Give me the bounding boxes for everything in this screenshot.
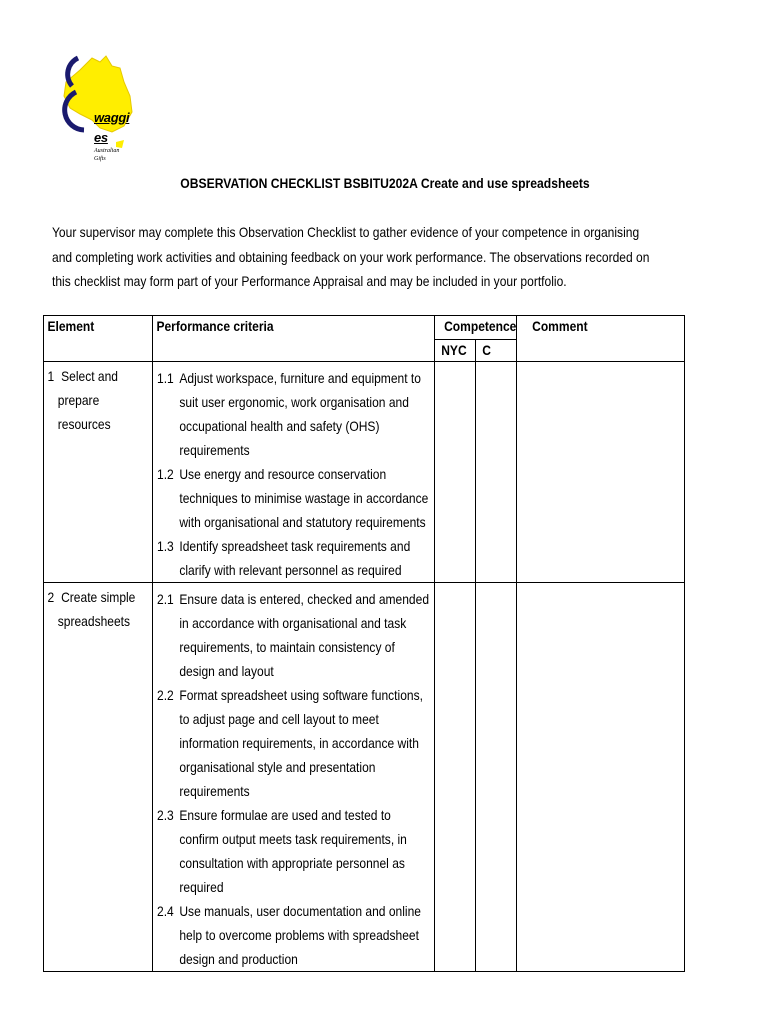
table-row — [44, 362, 685, 583]
criterion-item: 2.4 Use manuals, user documentation and online help to overcome problems with spreadsheet design and production — [157, 903, 421, 967]
criteria-cell — [153, 583, 435, 972]
element-cell: 1 Select and prepare resources — [44, 362, 153, 583]
criteria-cell — [153, 362, 435, 583]
criterion-item: 1.1 Adjust workspace, furniture and equipment to suit user ergonomic, work organisation and occupational health and safety (OHS) requirements — [157, 370, 421, 458]
c-checkbox-cell[interactable] — [476, 362, 517, 583]
criterion-item: 1.3 Identify spreadsheet task requirements and clarify with relevant personnel as required — [157, 538, 411, 578]
header-c: C — [476, 340, 517, 362]
c-checkbox-cell[interactable] — [476, 583, 517, 972]
comment-cell[interactable] — [517, 583, 685, 972]
criterion-item: 2.3 Ensure formulae are used and tested to confirm output meets task requirements, in consultation with appropriate personnel as required — [157, 807, 407, 895]
header-comment: Comment — [517, 316, 685, 362]
criterion-item: 1.2 Use energy and resource conservation techniques to minimise wastage in accordance with organisational and statutory requirements — [157, 466, 429, 530]
logo-wordmark: waggi es — [94, 110, 130, 145]
header-nyc: NYC — [435, 340, 476, 362]
header-element: Element — [44, 316, 153, 362]
table-row — [44, 583, 685, 972]
observation-checklist-table — [43, 315, 685, 972]
comment-cell[interactable] — [517, 362, 685, 583]
nyc-checkbox-cell[interactable] — [435, 583, 476, 972]
document-title: OBSERVATION CHECKLIST BSBITU202A Create and use spreadsheets — [180, 176, 590, 191]
intro-paragraph: Your supervisor may complete this Observation Checklist to gather evidence of your competence in organising and completing work activities and obtaining feedback on your work performance. The observations recorded on this checklist may form part of your Performance Appraisal and may be included in your portfolio. — [52, 224, 650, 289]
element-cell: 2 Create simple spreadsheets — [44, 583, 153, 972]
criterion-item: 2.1 Ensure data is entered, checked and amended in accordance with organisational and task requirements, to maintain consistency of design and layout — [157, 591, 430, 679]
criterion-item: 2.2 Format spreadsheet using software functions, to adjust page and cell layout to meet information requirements, in accordance with organisational style and presentation requirements — [157, 687, 423, 799]
header-competence: Competence — [435, 316, 517, 340]
header-performance-criteria: Performance criteria — [153, 316, 435, 362]
company-logo — [58, 52, 138, 172]
nyc-checkbox-cell[interactable] — [435, 362, 476, 583]
logo-tagline: Australian Gifts — [94, 148, 120, 162]
